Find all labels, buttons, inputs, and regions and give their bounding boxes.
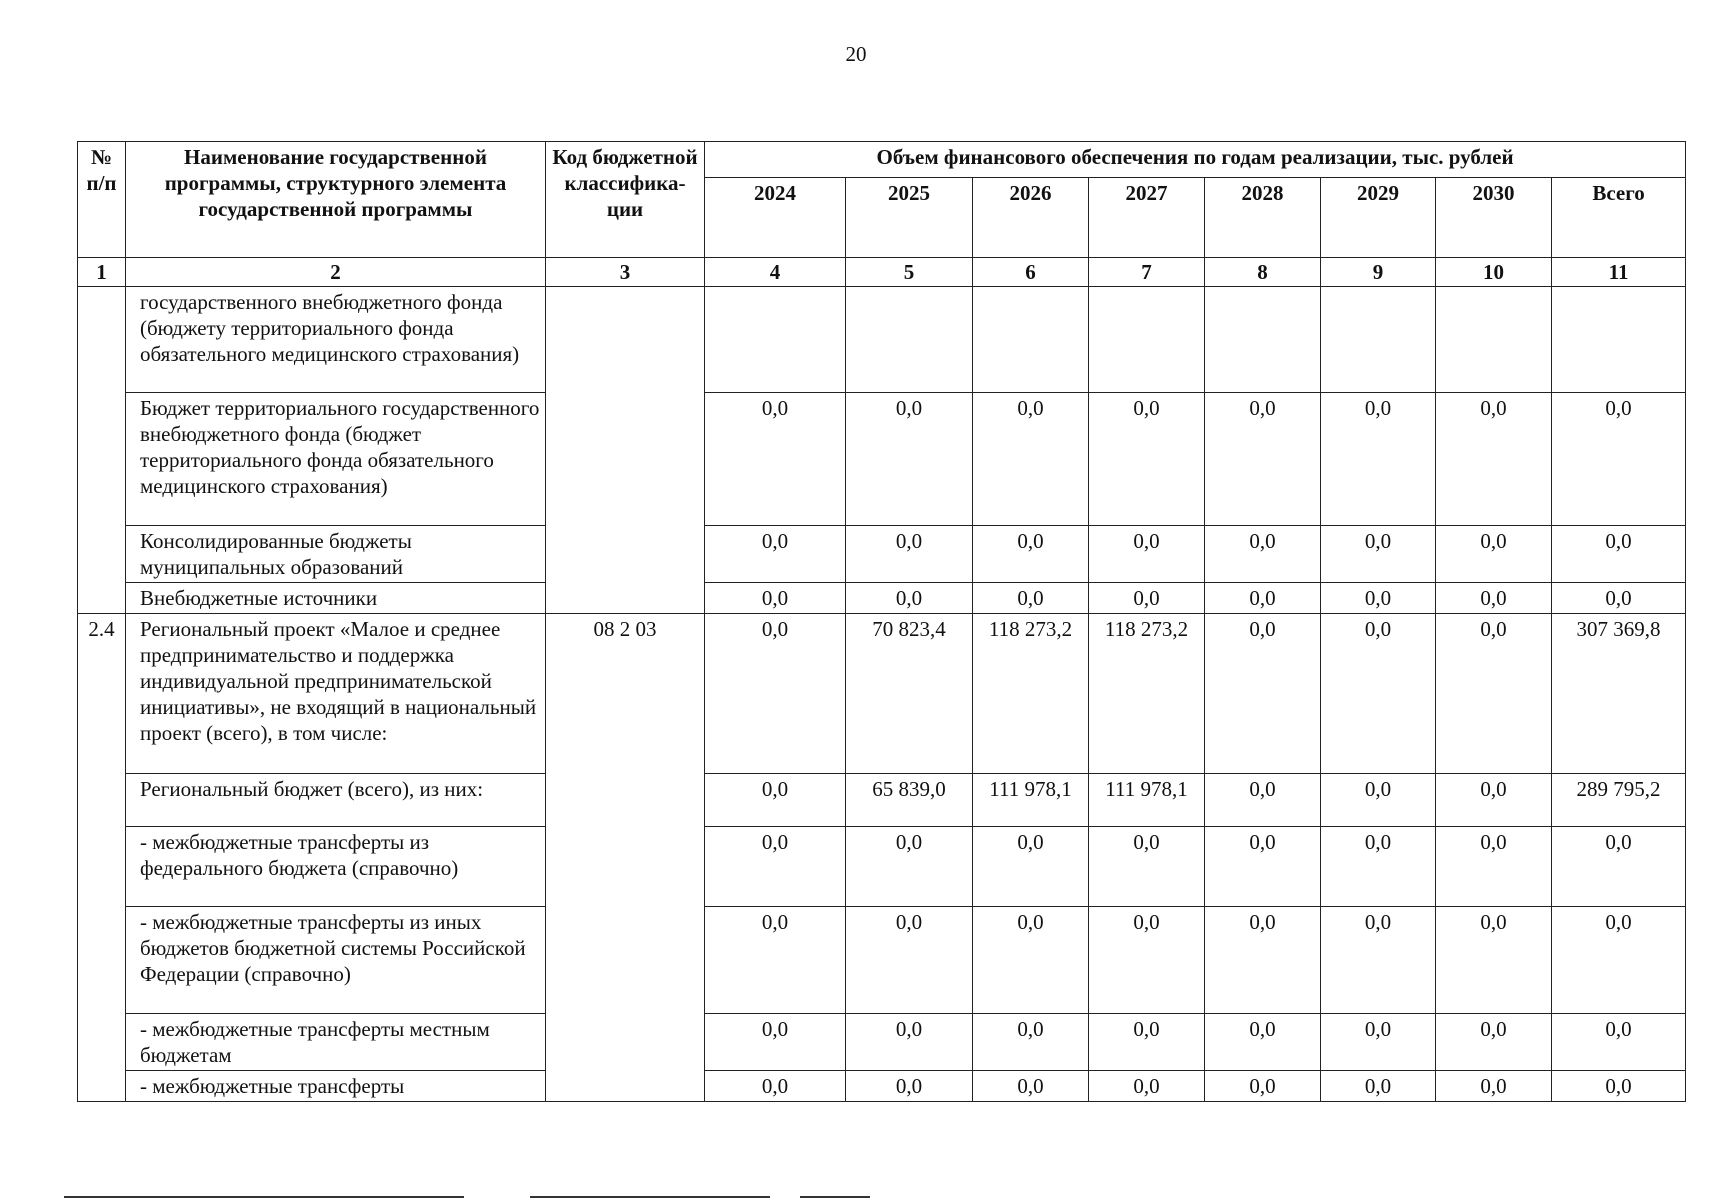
row-number: 2.4	[78, 614, 126, 1102]
value-cell: 0,0	[705, 1014, 846, 1071]
value-cell: 0,0	[1321, 1071, 1436, 1102]
table-row	[78, 287, 1686, 393]
header-year: 2025	[846, 178, 973, 258]
value-cell: 0,0	[1205, 1014, 1321, 1071]
value-cell: 0,0	[1321, 583, 1436, 614]
table-row	[78, 827, 1686, 907]
value-cell: 0,0	[973, 526, 1089, 583]
header-year: 2028	[1205, 178, 1321, 258]
value-cell: 0,0	[1436, 907, 1552, 1014]
value-cell	[1321, 287, 1436, 393]
value-total-cell: 307 369,8	[1552, 614, 1686, 774]
table-row	[78, 1071, 1686, 1102]
table-row	[78, 774, 1686, 827]
table-row	[78, 1014, 1686, 1071]
column-index-row	[78, 258, 1686, 287]
value-cell: 0,0	[846, 1014, 973, 1071]
value-cell: 0,0	[846, 526, 973, 583]
value-cell: 0,0	[1205, 827, 1321, 907]
footer-rule	[800, 1196, 870, 1198]
row-name: Бюджет территориального государственного внебюджетного фонда (бюджет территориального фонда обязательного медицинского страхования)	[126, 393, 546, 526]
value-cell: 65 839,0	[846, 774, 973, 827]
table-header	[78, 142, 1686, 258]
value-cell: 0,0	[1436, 583, 1552, 614]
table-row	[78, 526, 1686, 583]
column-index: 2	[126, 258, 546, 287]
value-cell: 0,0	[1321, 614, 1436, 774]
table-body	[78, 258, 1686, 1102]
value-cell: 0,0	[1205, 614, 1321, 774]
table-row	[78, 614, 1686, 774]
value-cell: 0,0	[1321, 526, 1436, 583]
value-total-cell: 289 795,2	[1552, 774, 1686, 827]
value-cell: 0,0	[1089, 526, 1205, 583]
value-cell: 0,0	[846, 827, 973, 907]
value-cell: 0,0	[846, 907, 973, 1014]
value-total-cell: 0,0	[1552, 526, 1686, 583]
column-index: 6	[973, 258, 1089, 287]
header-year: 2029	[1321, 178, 1436, 258]
column-index: 10	[1436, 258, 1552, 287]
row-name: - межбюджетные трансферты	[126, 1071, 546, 1102]
column-index: 7	[1089, 258, 1205, 287]
column-index: 4	[705, 258, 846, 287]
value-cell: 0,0	[1436, 393, 1552, 526]
value-total-cell: 0,0	[1552, 393, 1686, 526]
value-cell: 118 273,2	[1089, 614, 1205, 774]
value-cell	[1089, 287, 1205, 393]
column-index: 8	[1205, 258, 1321, 287]
value-cell: 0,0	[1436, 1014, 1552, 1071]
row-code	[546, 287, 705, 614]
table-row	[78, 583, 1686, 614]
row-name: Региональный бюджет (всего), из них:	[126, 774, 546, 827]
value-cell: 0,0	[705, 526, 846, 583]
table-row	[78, 907, 1686, 1014]
value-cell: 118 273,2	[973, 614, 1089, 774]
financing-table	[77, 141, 1686, 1102]
header-year: 2027	[1089, 178, 1205, 258]
value-cell: 0,0	[1205, 1071, 1321, 1102]
value-cell: 0,0	[1205, 526, 1321, 583]
value-cell: 0,0	[1436, 827, 1552, 907]
value-cell: 0,0	[705, 1071, 846, 1102]
row-code: 08 2 03	[546, 614, 705, 1102]
value-cell: 0,0	[1205, 907, 1321, 1014]
header-funding: Объем финансового обеспечения по годам реализации, тыс. рублей	[705, 142, 1686, 178]
value-cell	[973, 287, 1089, 393]
header-code: Код бюджетной классифика-ции	[546, 142, 705, 258]
column-index: 1	[78, 258, 126, 287]
value-cell: 0,0	[1089, 1014, 1205, 1071]
value-cell: 0,0	[1089, 907, 1205, 1014]
row-number	[78, 287, 126, 614]
value-cell: 0,0	[1205, 583, 1321, 614]
row-name: Консолидированные бюджеты муниципальных образований	[126, 526, 546, 583]
value-cell: 0,0	[705, 907, 846, 1014]
value-cell	[846, 287, 973, 393]
value-cell	[705, 287, 846, 393]
value-cell: 0,0	[1321, 393, 1436, 526]
value-total-cell: 0,0	[1552, 827, 1686, 907]
value-cell: 0,0	[973, 393, 1089, 526]
value-cell: 0,0	[705, 583, 846, 614]
value-cell: 0,0	[1089, 583, 1205, 614]
value-cell: 0,0	[973, 1071, 1089, 1102]
value-cell: 0,0	[705, 827, 846, 907]
value-total-cell: 0,0	[1552, 1014, 1686, 1071]
table-row	[78, 393, 1686, 526]
column-index: 9	[1321, 258, 1436, 287]
column-index: 11	[1552, 258, 1686, 287]
value-cell: 0,0	[1321, 1014, 1436, 1071]
value-cell: 0,0	[1436, 774, 1552, 827]
value-cell: 0,0	[1436, 526, 1552, 583]
footer-rule	[64, 1196, 464, 1198]
value-cell: 0,0	[1321, 907, 1436, 1014]
value-cell: 0,0	[1321, 827, 1436, 907]
row-name: Региональный проект «Малое и среднее предпринимательство и поддержка индивидуальной предпринимательской инициативы», не входящий в национальный проект (всего), в том числе:	[126, 614, 546, 774]
row-name: - межбюджетные трансферты из иных бюджетов бюджетной системы Российской Федерации (справочно)	[126, 907, 546, 1014]
header-year: 2024	[705, 178, 846, 258]
row-name: - межбюджетные трансферты местным бюджетам	[126, 1014, 546, 1071]
value-cell: 0,0	[705, 774, 846, 827]
value-cell: 0,0	[1436, 614, 1552, 774]
value-cell: 0,0	[705, 614, 846, 774]
value-cell: 0,0	[1205, 774, 1321, 827]
row-name: государственного внебюджетного фонда (бюджету территориального фонда обязательного медицинского страхования)	[126, 287, 546, 393]
column-index: 5	[846, 258, 973, 287]
value-cell: 0,0	[973, 907, 1089, 1014]
header-num: № п/п	[78, 142, 126, 258]
value-cell: 111 978,1	[973, 774, 1089, 827]
column-index: 3	[546, 258, 705, 287]
value-cell: 0,0	[973, 1014, 1089, 1071]
value-total-cell: 0,0	[1552, 907, 1686, 1014]
header-total: Всего	[1552, 178, 1686, 258]
value-cell: 111 978,1	[1089, 774, 1205, 827]
footer-rules	[0, 1196, 1720, 1199]
value-cell: 0,0	[1436, 1071, 1552, 1102]
header-name: Наименование государственной программы, структурного элемента государственной программы	[126, 142, 546, 258]
value-cell: 0,0	[1321, 774, 1436, 827]
value-cell: 0,0	[1205, 393, 1321, 526]
value-cell: 0,0	[846, 393, 973, 526]
value-cell: 0,0	[973, 827, 1089, 907]
value-cell	[1436, 287, 1552, 393]
value-cell	[1205, 287, 1321, 393]
footer-rule	[530, 1196, 770, 1198]
row-name: - межбюджетные трансферты из федерального бюджета (справочно)	[126, 827, 546, 907]
value-cell: 70 823,4	[846, 614, 973, 774]
page-number: 20	[845, 42, 867, 66]
value-cell: 0,0	[1089, 393, 1205, 526]
value-total-cell: 0,0	[1552, 1071, 1686, 1102]
header-year: 2030	[1436, 178, 1552, 258]
value-cell: 0,0	[973, 583, 1089, 614]
value-cell: 0,0	[846, 583, 973, 614]
row-name: Внебюджетные источники	[126, 583, 546, 614]
value-cell: 0,0	[846, 1071, 973, 1102]
value-total-cell: 0,0	[1552, 583, 1686, 614]
value-cell: 0,0	[1089, 1071, 1205, 1102]
value-cell: 0,0	[1089, 827, 1205, 907]
value-cell: 0,0	[705, 393, 846, 526]
header-year: 2026	[973, 178, 1089, 258]
value-total-cell	[1552, 287, 1686, 393]
